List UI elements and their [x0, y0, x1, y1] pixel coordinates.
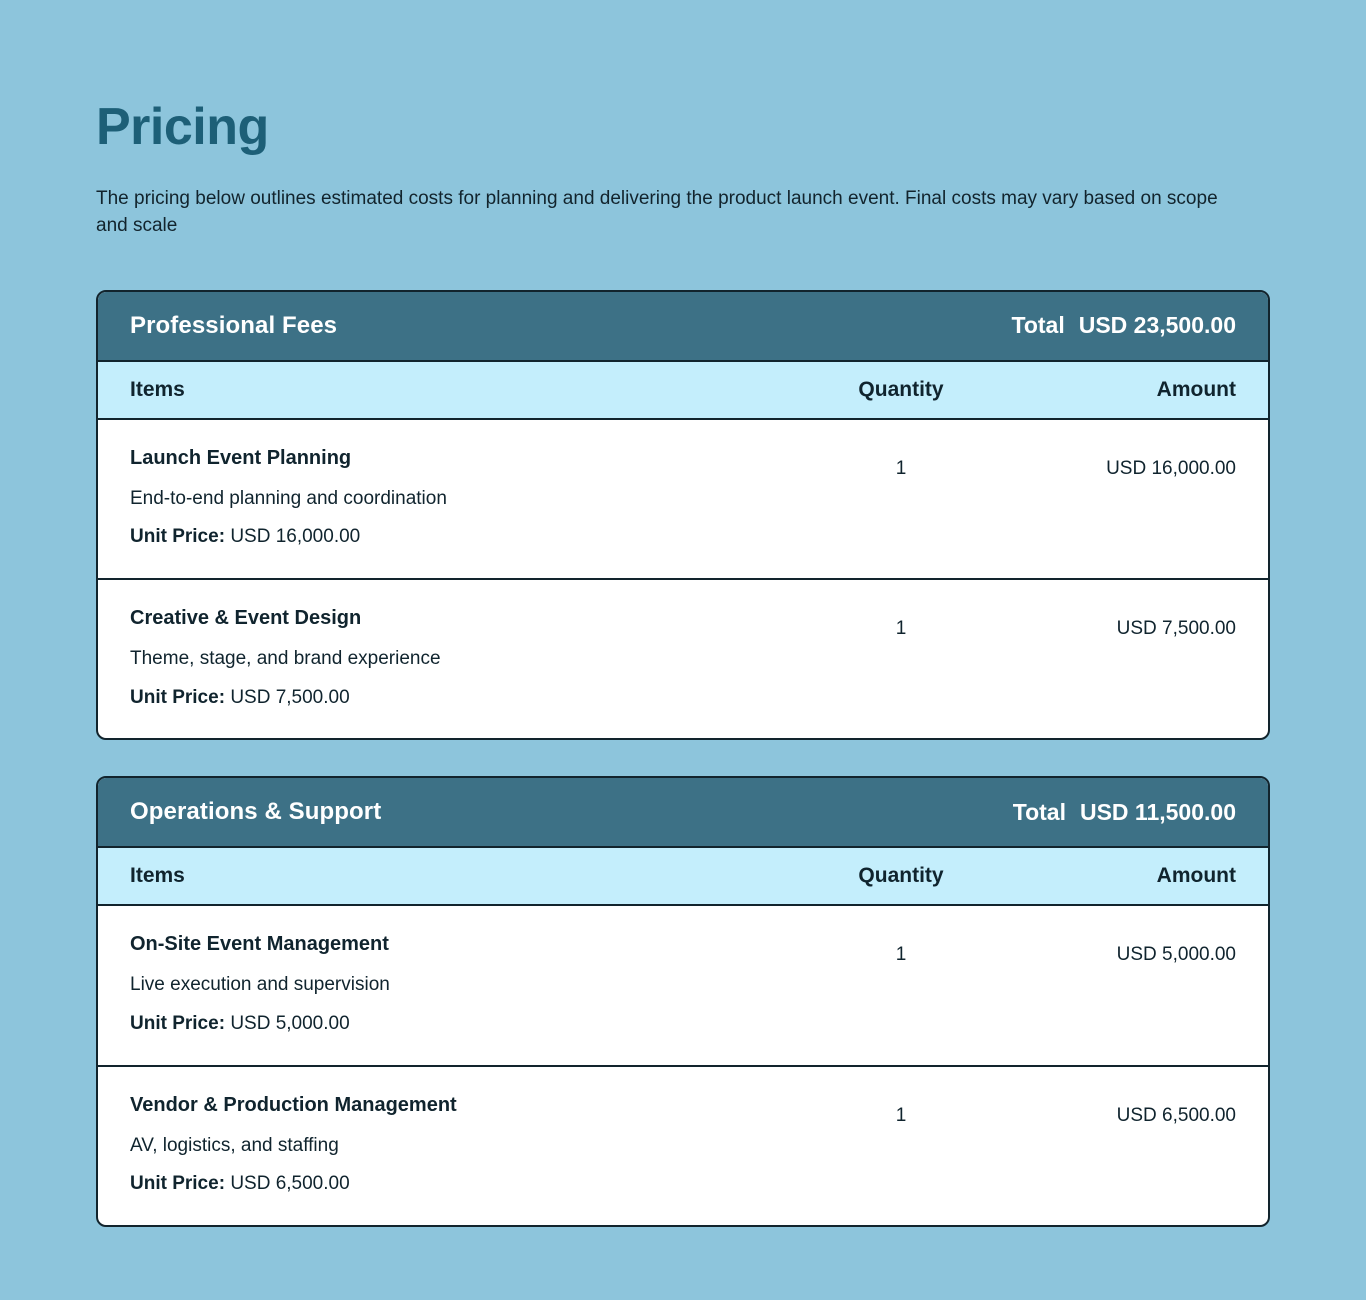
item-unit-price — [130, 685, 776, 711]
pricing-section — [96, 776, 1270, 1227]
item-name: Vendor & Production Management — [130, 1093, 457, 1116]
unit-price-value: USD 16,000.00 — [230, 526, 361, 548]
row-quantity: 1 — [895, 617, 907, 639]
row-amount: USD 16,000.00 — [1106, 457, 1236, 479]
item-description: AV, logistics, and staffing — [130, 1134, 339, 1156]
item-name: Launch Event Planning — [130, 446, 352, 469]
section-total-label: Total — [1012, 798, 1066, 825]
row-amount: USD 5,000.00 — [1116, 944, 1236, 966]
column-header-quantity: Quantity — [858, 377, 944, 401]
unit-price-value: USD 5,000.00 — [230, 1012, 350, 1034]
row-item-cell — [130, 606, 796, 710]
section-header — [98, 292, 1268, 362]
column-header-amount: Amount — [1156, 377, 1236, 401]
page-intro-text: The pricing below outlines estimated costs for planning and delivering the product launch event. Final costs may vary based on scope and scale — [96, 187, 1218, 237]
row-quantity: 1 — [895, 944, 907, 966]
section-title: Operations & Support — [130, 798, 382, 826]
section-total — [1011, 312, 1236, 339]
unit-price-label: Unit Price: — [130, 1012, 226, 1034]
unit-price-value: USD 6,500.00 — [230, 1173, 350, 1195]
table-row — [98, 420, 1268, 580]
page-title: Pricing — [96, 98, 269, 156]
unit-price-value: USD 7,500.00 — [230, 686, 350, 708]
row-quantity: 1 — [895, 457, 907, 479]
table-row — [98, 906, 1268, 1066]
table-header-row — [98, 848, 1268, 906]
row-item-cell — [130, 446, 796, 550]
item-name: Creative & Event Design — [130, 606, 362, 629]
table-row — [98, 580, 1268, 738]
row-item-cell — [130, 1093, 796, 1197]
row-amount: USD 6,500.00 — [1116, 1104, 1236, 1126]
item-description: End-to-end planning and coordination — [130, 487, 447, 509]
pricing-section — [96, 290, 1270, 741]
item-unit-price — [130, 1171, 776, 1197]
unit-price-label: Unit Price: — [130, 526, 226, 548]
item-unit-price — [130, 1011, 776, 1037]
item-unit-price — [130, 524, 776, 550]
section-header — [98, 778, 1268, 848]
unit-price-label: Unit Price: — [130, 1173, 226, 1195]
column-header-items: Items — [130, 864, 185, 888]
item-description: Theme, stage, and brand experience — [130, 647, 441, 669]
table-row — [98, 1067, 1268, 1225]
section-total-value: USD 23,500.00 — [1078, 312, 1236, 339]
table-header-row — [98, 362, 1268, 420]
row-amount: USD 7,500.00 — [1116, 617, 1236, 639]
column-header-items: Items — [130, 377, 185, 401]
unit-price-label: Unit Price: — [130, 686, 226, 708]
row-item-cell — [130, 932, 796, 1036]
column-header-amount: Amount — [1156, 864, 1236, 888]
row-quantity: 1 — [895, 1104, 907, 1126]
column-header-quantity: Quantity — [858, 864, 944, 888]
section-title: Professional Fees — [130, 311, 338, 339]
section-total — [1013, 799, 1236, 826]
section-total-value: USD 11,500.00 — [1079, 798, 1236, 825]
item-name: On-Site Event Management — [130, 933, 389, 956]
item-description: Live execution and supervision — [130, 974, 390, 996]
section-total-label: Total — [1011, 312, 1065, 339]
